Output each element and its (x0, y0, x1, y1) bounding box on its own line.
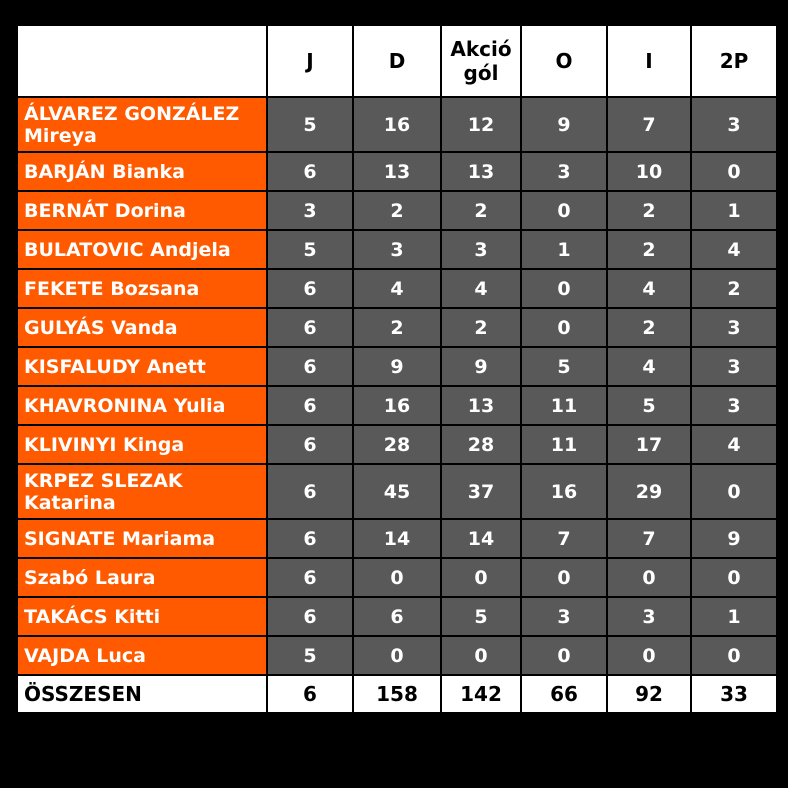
stat-o: 9 (521, 97, 607, 152)
stat-d: 45 (353, 464, 441, 519)
stat-i: 7 (607, 97, 691, 152)
stat-d: 28 (353, 425, 441, 464)
stat-j: 6 (267, 464, 353, 519)
stat-o: 0 (521, 269, 607, 308)
stat-2p: 9 (691, 519, 777, 558)
stat-i: 0 (607, 636, 691, 675)
stat-o: 7 (521, 519, 607, 558)
stat-2p: 2 (691, 269, 777, 308)
stat-j: 6 (267, 386, 353, 425)
stat-j: 6 (267, 269, 353, 308)
header-o: O (521, 25, 607, 97)
table-row (17, 636, 777, 675)
stat-akcio-gol: 28 (441, 425, 521, 464)
stat-d: 14 (353, 519, 441, 558)
stat-i: 17 (607, 425, 691, 464)
totals-row (17, 675, 777, 713)
stat-i: 2 (607, 308, 691, 347)
stat-akcio-gol: 0 (441, 558, 521, 597)
header-d: D (353, 25, 441, 97)
stat-i: 4 (607, 347, 691, 386)
stat-o: 0 (521, 636, 607, 675)
table-row (17, 269, 777, 308)
player-name: KRPEZ SLEZAK Katarina (17, 464, 267, 519)
total-o: 66 (521, 675, 607, 713)
stat-d: 0 (353, 558, 441, 597)
header-corner-cell (17, 25, 267, 97)
stat-j: 6 (267, 425, 353, 464)
stat-o: 11 (521, 425, 607, 464)
stat-o: 11 (521, 386, 607, 425)
stat-2p: 0 (691, 152, 777, 191)
stat-j: 5 (267, 230, 353, 269)
stat-d: 6 (353, 597, 441, 636)
stat-2p: 4 (691, 425, 777, 464)
stat-d: 16 (353, 386, 441, 425)
table-row (17, 425, 777, 464)
stat-o: 0 (521, 558, 607, 597)
stat-d: 13 (353, 152, 441, 191)
stat-d: 3 (353, 230, 441, 269)
stat-o: 16 (521, 464, 607, 519)
stat-j: 3 (267, 191, 353, 230)
table-row (17, 97, 777, 152)
stat-i: 7 (607, 519, 691, 558)
stat-o: 1 (521, 230, 607, 269)
header-akcio-gol: Akció gól (441, 25, 521, 97)
player-name: TAKÁCS Kitti (17, 597, 267, 636)
player-name: VAJDA Luca (17, 636, 267, 675)
stat-2p: 0 (691, 464, 777, 519)
stat-d: 9 (353, 347, 441, 386)
table-row (17, 519, 777, 558)
table-row (17, 152, 777, 191)
stat-2p: 4 (691, 230, 777, 269)
header-2p: 2P (691, 25, 777, 97)
stat-i: 5 (607, 386, 691, 425)
stat-d: 2 (353, 191, 441, 230)
stat-j: 5 (267, 636, 353, 675)
stat-j: 6 (267, 558, 353, 597)
stat-2p: 3 (691, 308, 777, 347)
total-2p: 33 (691, 675, 777, 713)
stat-j: 6 (267, 347, 353, 386)
header-i: I (607, 25, 691, 97)
stat-i: 2 (607, 230, 691, 269)
stat-j: 6 (267, 519, 353, 558)
player-name: Szabó Laura (17, 558, 267, 597)
stat-i: 29 (607, 464, 691, 519)
total-i: 92 (607, 675, 691, 713)
stat-j: 6 (267, 597, 353, 636)
stat-akcio-gol: 14 (441, 519, 521, 558)
stat-2p: 3 (691, 347, 777, 386)
stat-d: 2 (353, 308, 441, 347)
player-stats-table (16, 24, 778, 714)
player-name: SIGNATE Mariama (17, 519, 267, 558)
total-d: 158 (353, 675, 441, 713)
stat-2p: 0 (691, 558, 777, 597)
player-name: BULATOVIC Andjela (17, 230, 267, 269)
total-j: 6 (267, 675, 353, 713)
stat-o: 3 (521, 152, 607, 191)
stat-i: 4 (607, 269, 691, 308)
stat-akcio-gol: 2 (441, 191, 521, 230)
player-name: KLIVINYI Kinga (17, 425, 267, 464)
stat-d: 4 (353, 269, 441, 308)
stat-akcio-gol: 4 (441, 269, 521, 308)
table-row (17, 558, 777, 597)
table-row (17, 597, 777, 636)
stat-i: 2 (607, 191, 691, 230)
stat-d: 16 (353, 97, 441, 152)
header-j: J (267, 25, 353, 97)
totals-label: ÖSSZESEN (17, 675, 267, 713)
stat-akcio-gol: 0 (441, 636, 521, 675)
stat-o: 3 (521, 597, 607, 636)
stat-j: 5 (267, 97, 353, 152)
stat-2p: 0 (691, 636, 777, 675)
stat-d: 0 (353, 636, 441, 675)
player-rows (17, 97, 777, 675)
table-row (17, 386, 777, 425)
table-row (17, 308, 777, 347)
stat-akcio-gol: 13 (441, 152, 521, 191)
player-name: KHAVRONINA Yulia (17, 386, 267, 425)
stat-j: 6 (267, 152, 353, 191)
stat-akcio-gol: 13 (441, 386, 521, 425)
player-name: GULYÁS Vanda (17, 308, 267, 347)
stat-j: 6 (267, 308, 353, 347)
stat-akcio-gol: 3 (441, 230, 521, 269)
stat-akcio-gol: 12 (441, 97, 521, 152)
stat-2p: 1 (691, 597, 777, 636)
total-akcio-gol: 142 (441, 675, 521, 713)
player-name: BARJÁN Bianka (17, 152, 267, 191)
table-row (17, 347, 777, 386)
stat-i: 0 (607, 558, 691, 597)
stat-2p: 3 (691, 97, 777, 152)
table-row (17, 464, 777, 519)
stat-2p: 3 (691, 386, 777, 425)
stat-o: 0 (521, 191, 607, 230)
stat-akcio-gol: 9 (441, 347, 521, 386)
stat-akcio-gol: 2 (441, 308, 521, 347)
stat-akcio-gol: 5 (441, 597, 521, 636)
stat-2p: 1 (691, 191, 777, 230)
stat-i: 3 (607, 597, 691, 636)
player-name: BERNÁT Dorina (17, 191, 267, 230)
player-name: ÁLVAREZ GONZÁLEZ Mireya (17, 97, 267, 152)
player-name: FEKETE Bozsana (17, 269, 267, 308)
table-row (17, 230, 777, 269)
header-row (17, 25, 777, 97)
table-row (17, 191, 777, 230)
player-name: KISFALUDY Anett (17, 347, 267, 386)
stat-o: 5 (521, 347, 607, 386)
stat-i: 10 (607, 152, 691, 191)
stat-akcio-gol: 37 (441, 464, 521, 519)
stat-o: 0 (521, 308, 607, 347)
